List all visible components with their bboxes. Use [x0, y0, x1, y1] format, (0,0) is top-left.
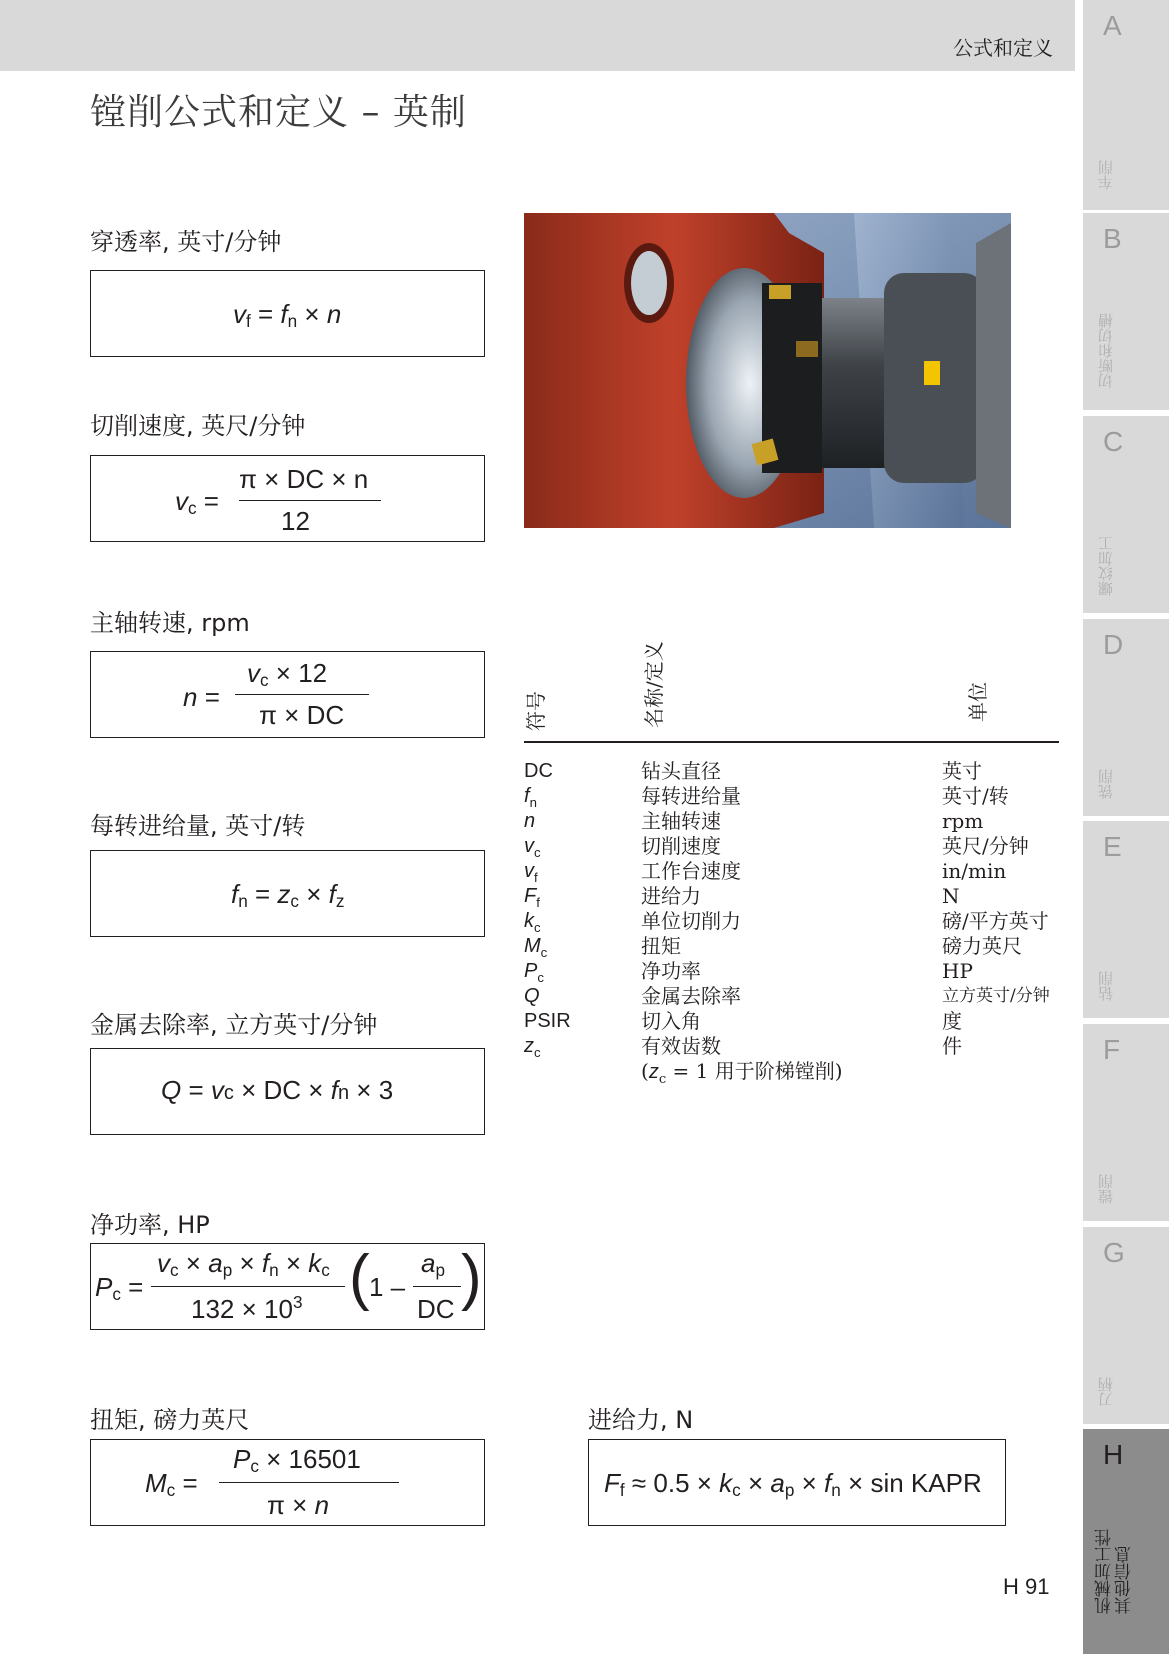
table-row-symbol: $v_c$	[524, 835, 541, 860]
tab-label: 钻削	[1097, 971, 1115, 1001]
table-row-unit: 磅力英尺	[942, 934, 1022, 958]
tab-letter: G	[1103, 1237, 1125, 1268]
tab-letter: B	[1103, 223, 1122, 254]
table-row-definition: 钻头直径	[641, 759, 721, 783]
torque-formula: $M_c$ = $P_c \times 16501$ π × n	[90, 1439, 485, 1526]
table-header-rule	[524, 741, 1059, 743]
net-power-formula: $P_c$ = $v_c \times a_p \times f_n \times k_c$ $132 \times 10^3$ ( 1 – $a_p$ DC )	[90, 1243, 485, 1330]
net-power-title: 净功率, HP	[90, 1211, 210, 1239]
table-row-symbol: $k_c$	[524, 910, 541, 935]
side-tab-f[interactable]	[1083, 1024, 1169, 1221]
fraction-line	[151, 1286, 345, 1287]
side-tab-g[interactable]	[1083, 1227, 1169, 1424]
tab-label: 车削	[1097, 160, 1115, 190]
table-row-unit: 英寸	[942, 759, 982, 783]
table-row-symbol: n	[524, 810, 536, 832]
side-tab-b[interactable]	[1083, 213, 1169, 410]
tab-letter: E	[1103, 831, 1122, 862]
table-row-symbol: Q	[524, 985, 540, 1007]
section-title: 公式和定义	[953, 36, 1053, 60]
feed-per-rev-formula: $f_n = z_c \times f_z$	[90, 850, 485, 937]
table-row-symbol: PSIR	[524, 1010, 571, 1032]
table-row-definition: 主轴转速	[641, 809, 721, 833]
table-row-unit: 磅/平方英寸	[942, 909, 1049, 933]
boring-tool-photo	[524, 213, 1011, 528]
table-row-unit: 度	[942, 1009, 962, 1033]
table-row-definition: 单位切削力	[641, 909, 741, 933]
tab-letter: C	[1103, 426, 1124, 457]
table-row-symbol: DC	[524, 760, 553, 782]
table-row-symbol: $f_n$	[524, 785, 537, 810]
cutting-speed-title: 切削速度, 英尺/分钟	[90, 412, 306, 440]
feed-force-title: 进给力, N	[588, 1406, 694, 1434]
fraction-line	[235, 694, 369, 695]
table-row-unit: in/min	[942, 859, 1007, 883]
table-row-definition: 有效齿数	[641, 1034, 721, 1058]
penetration-rate-formula	[90, 270, 485, 357]
tab-letter: H	[1103, 1439, 1124, 1470]
table-row-definition: 净功率	[641, 959, 701, 983]
header-bar	[0, 0, 1075, 71]
formula-text: $v_f = f_n \times n$	[233, 299, 342, 331]
table-row-unit: 英尺/分钟	[942, 834, 1029, 858]
table-row-symbol: $P_c$	[524, 960, 544, 985]
table-row-definition: 扭矩	[641, 934, 681, 958]
definition-header: 名称/定义	[642, 641, 666, 728]
tab-label: 铣削	[1097, 769, 1115, 799]
page-title: 镗削公式和定义 – 英制	[90, 92, 467, 133]
table-note: ($z_c = 1$ 用于阶梯镗削)	[641, 1059, 843, 1087]
table-row-unit: 立方英寸/分钟	[942, 986, 1050, 1006]
table-row-symbol: $v_f$	[524, 860, 538, 885]
unit-column	[942, 759, 1050, 1059]
cutting-speed-formula: $v_c$ = π × DC × n 12	[90, 455, 485, 542]
side-tab-c[interactable]	[1083, 416, 1169, 613]
tab-label: 机械加工性 其他信息	[1095, 1529, 1135, 1614]
feed-per-rev-title: 每转进给量, 英寸/转	[90, 812, 306, 840]
table-row-unit: rpm	[942, 809, 984, 833]
feed-force-formula: $F_f \approx 0.5 \times k_c \times a_p \times f_n \times \sin$ KAPR	[588, 1439, 1006, 1526]
mrr-formula: Q = vc × DC × fn × 3	[90, 1048, 485, 1135]
tab-label: 刀柄	[1097, 1377, 1115, 1407]
tab-label: 镗削	[1097, 1174, 1115, 1204]
tab-label: 切断和切槽	[1097, 313, 1115, 388]
side-tab-a[interactable]	[1083, 0, 1169, 210]
table-row-symbol: $M_c$	[524, 935, 548, 960]
table-row-definition: 工作台速度	[641, 859, 741, 883]
spindle-speed-title: 主轴转速, rpm	[90, 609, 250, 637]
table-row-unit: HP	[942, 959, 973, 983]
table-row-symbol: $F_f$	[524, 885, 540, 910]
tab-letter: F	[1103, 1034, 1121, 1065]
torque-title: 扭矩, 磅力英尺	[90, 1406, 250, 1434]
tab-label: 螺纹加工	[1097, 536, 1115, 596]
page-number: H 91	[1003, 1574, 1050, 1599]
spindle-speed-formula: n = $v_c \times 12$ π × DC	[90, 651, 485, 738]
mrr-title: 金属去除率, 立方英寸/分钟	[90, 1011, 378, 1039]
fraction-line	[219, 1482, 399, 1483]
penetration-rate-title: 穿透率, 英寸/分钟	[90, 228, 282, 256]
symbol-column	[524, 759, 571, 1059]
side-tab-d[interactable]	[1083, 619, 1169, 816]
table-row-unit: N	[942, 884, 960, 908]
side-tab-h[interactable]	[1083, 1429, 1169, 1654]
table-row-definition: 切削速度	[641, 834, 721, 858]
table-row-definition: 进给力	[641, 884, 701, 908]
fraction-line	[239, 500, 381, 501]
table-row-unit: 英寸/转	[942, 784, 1009, 808]
side-tab-e[interactable]	[1083, 821, 1169, 1018]
table-row-definition: 金属去除率	[641, 984, 741, 1008]
tab-letter: A	[1103, 10, 1122, 41]
table-row-symbol: $z_c$	[524, 1035, 541, 1060]
table-row-definition: 每转进给量	[641, 784, 741, 808]
definition-column	[641, 759, 843, 1087]
table-row-definition: 切入角	[641, 1009, 701, 1033]
table-row-unit: 件	[942, 1034, 962, 1058]
symbol-header: 符号	[524, 691, 548, 731]
fraction-line	[413, 1286, 461, 1287]
unit-header: 单位	[966, 682, 990, 722]
tab-letter: D	[1103, 629, 1124, 660]
